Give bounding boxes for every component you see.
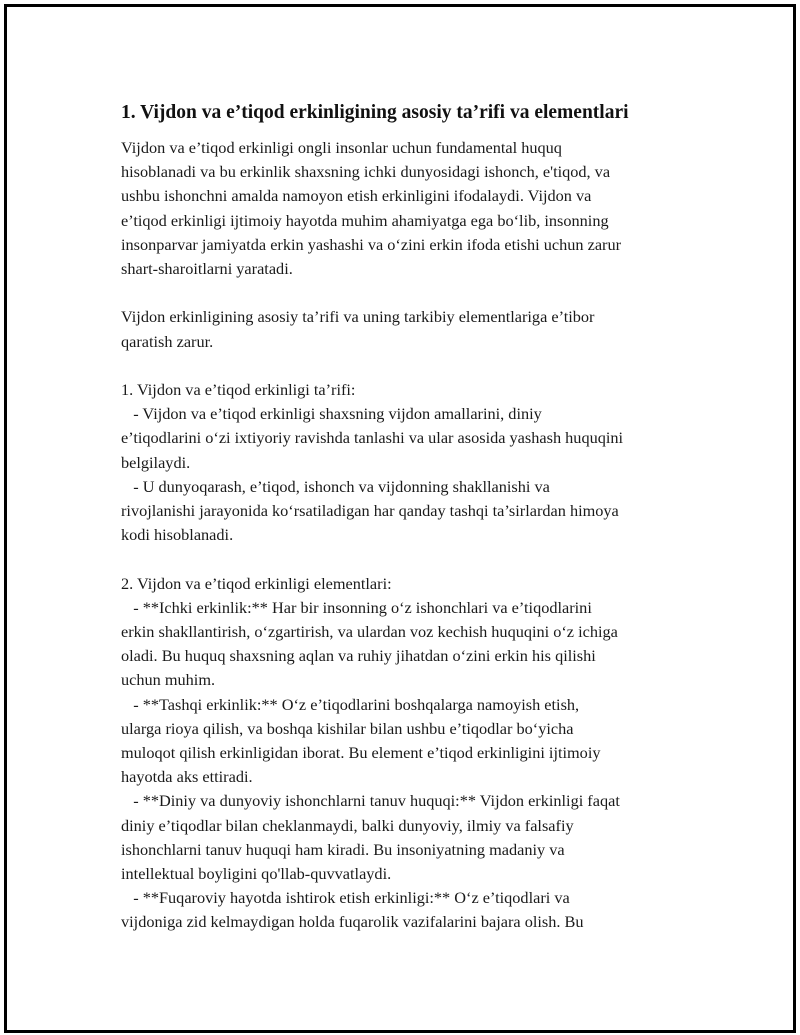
list-item-line: - **Ichki erkinlik:** Har bir insonning o‘z ishonchlari va e’tiqodlarini xyxy=(121,597,592,617)
page-frame xyxy=(4,4,796,1033)
text-line: shart-sharoitlarni yaratadi. xyxy=(121,259,293,279)
text-line: e’tiqod erkinligi ijtimoiy hayotda muhim ahamiyatga ega bo‘lib, insonning xyxy=(121,210,609,230)
text-line: ularga rioya qilish, va boshqa kishilar bilan ushbu e’tiqodlar bo‘yicha xyxy=(121,718,574,738)
paragraph-definition xyxy=(121,378,701,547)
text-line: kodi hisoblanadi. xyxy=(121,525,234,545)
list-title: 1. Vijdon va e’tiqod erkinligi ta’rifi: xyxy=(121,380,356,399)
text-line: ushbu ishonchni amalda namoyon etish erkinligini ifodalaydi. Vijdon va xyxy=(121,186,592,206)
text-line: Vijdon erkinligining asosiy ta’rifi va uning tarkibiy elementlariga e’tibor xyxy=(121,307,595,327)
text-line: muloqot qilish erkinligidan iborat. Bu element e’tiqod erkinligini ijtimoiy xyxy=(121,743,601,763)
text-line: intellektual boyligini qo'llab-quvvatlaydi. xyxy=(121,864,392,884)
text-line: hayotda aks ettiradi. xyxy=(121,767,253,787)
list-title: 2. Vijdon va e’tiqod erkinligi elementlari: xyxy=(121,573,392,593)
text-line: rivojlanishi jarayonida ko‘rsatiladigan har qanday tashqi ta’sirlardan himoya xyxy=(121,501,619,521)
section-heading: 1. Vijdon va e’tiqod erkinligining asosiy ta’rifi va elementlari xyxy=(121,102,629,123)
list-item-line: - **Fuqaroviy hayotda ishtirok etish erkinligi:** O‘z e’tiqodlari va xyxy=(121,888,570,908)
text-line: belgilaydi. xyxy=(121,452,191,472)
text-line: qaratish zarur. xyxy=(121,331,214,351)
paragraph-intro xyxy=(121,136,701,281)
text-line: insonparvar jamiyatda erkin yashashi va o‘zini erkin ifoda etishi uchun zarur xyxy=(121,234,622,254)
list-item-line: - Vijdon va e’tiqod erkinligi shaxsning vijdon amallarini, diniy xyxy=(121,404,542,424)
text-line: Vijdon va e’tiqod erkinligi ongli insonlar uchun fundamental huquq xyxy=(121,138,562,157)
list-item-line: - **Tashqi erkinlik:** O‘z e’tiqodlarini boshqalarga namoyish etish, xyxy=(121,694,580,714)
text-line: vijdoniga zid kelmaydigan holda fuqarolik vazifalarini bajara olish. Bu xyxy=(121,912,584,932)
document-body xyxy=(121,99,701,959)
text-line: erkin shakllantirish, o‘zgartirish, va ulardan voz kechish huquqini o‘z ichiga xyxy=(121,622,618,642)
paragraph-focus xyxy=(121,305,701,353)
list-item-line: - **Diniy va dunyoviy ishonchlarni tanuv huquqi:** Vijdon erkinligi faqat xyxy=(121,791,620,811)
text-line: oladi. Bu huquq shaxsning aqlan va ruhiy jihatdan o‘zini erkin his qilishi xyxy=(121,646,596,666)
text-line: uchun muhim. xyxy=(121,670,216,690)
list-item-line: - U dunyoqarash, e’tiqod, ishonch va vijdonning shakllanishi va xyxy=(121,476,550,496)
text-line: hisoblanadi va bu erkinlik shaxsning ichki dunyosidagi ishonch, e'tiqod, va xyxy=(121,162,611,182)
text-line: ishonchlarni tanuv huquqi ham kiradi. Bu insoniyatning madaniy va xyxy=(121,839,565,859)
text-line: diniy e’tiqodlar bilan cheklanmaydi, balki dunyoviy, ilmiy va falsafiy xyxy=(121,815,574,835)
paragraph-elements xyxy=(121,572,701,935)
text-line: e’tiqodlarini o‘zi ixtiyoriy ravishda tanlashi va ular asosida yashash huquqini xyxy=(121,428,624,448)
